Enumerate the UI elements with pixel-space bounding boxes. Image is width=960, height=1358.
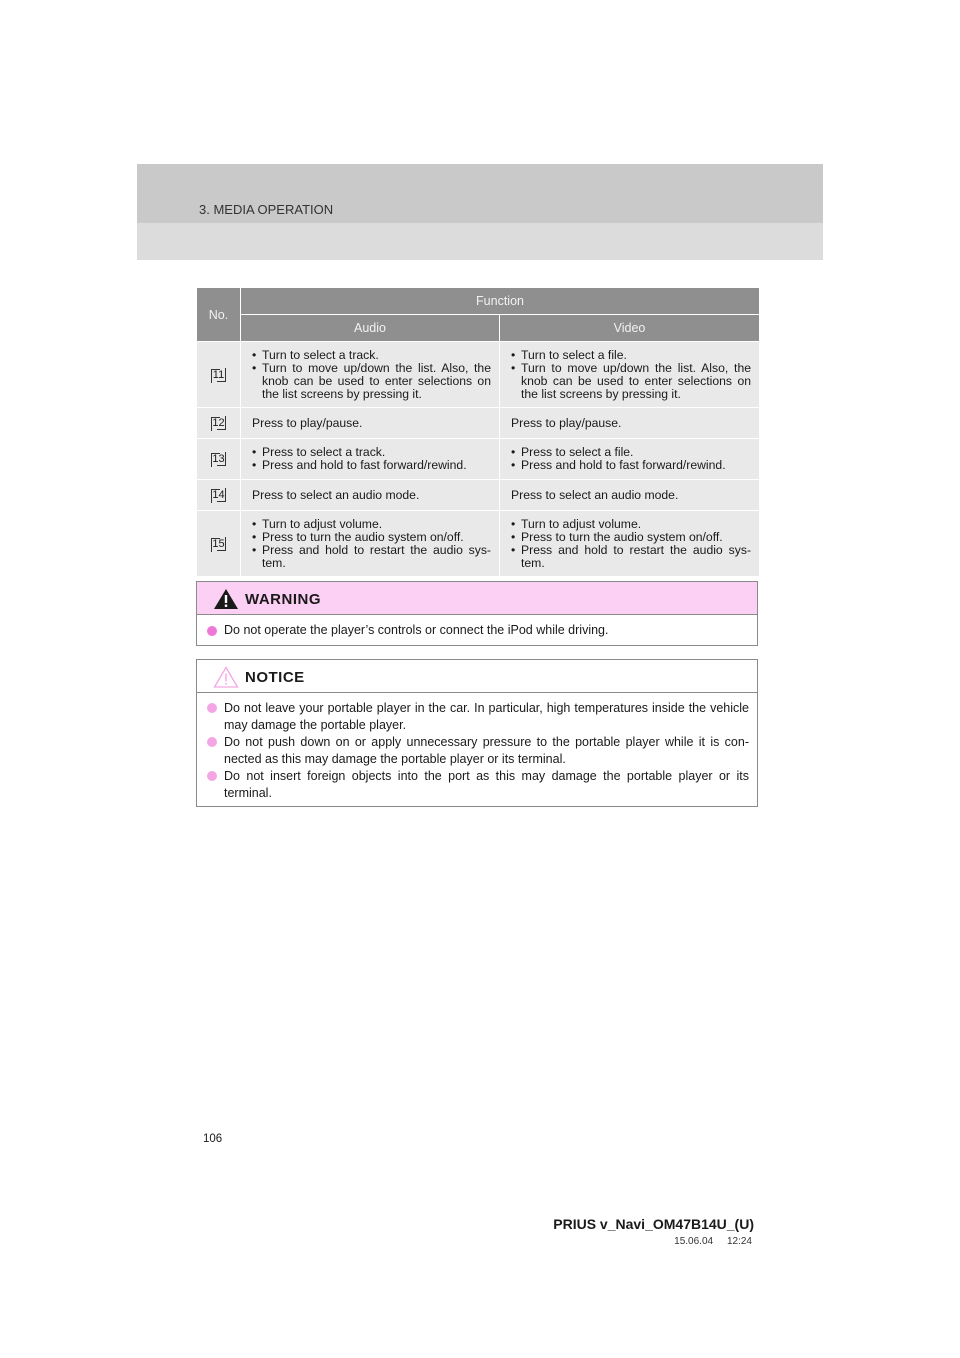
bullet-icon [207, 703, 217, 713]
table-row [197, 342, 760, 408]
notice-list [205, 700, 749, 802]
list-item [205, 734, 749, 767]
list-item: • Press to turn the audio system on/off. [511, 531, 751, 544]
col-header-audio: Audio [241, 315, 500, 342]
video-function-list [511, 446, 751, 472]
list-item: • Press and hold to fast forward/rewind. [511, 459, 751, 472]
audio-function-list [252, 349, 491, 401]
list-item [205, 700, 749, 733]
audio-function-list [252, 518, 491, 570]
col-header-no: No. [197, 288, 241, 342]
list-item: • Turn to select a track. [252, 349, 491, 362]
warning-header [197, 582, 757, 615]
row-number-badge: 14 [212, 489, 225, 501]
list-item: • Turn to adjust volume. [252, 518, 491, 531]
notice-text: Do not leave your portable player in the car. In particular, high temperatures inside the vehicle may damage the portable player. [224, 701, 749, 732]
list-item: • Press to select a file. [511, 446, 751, 459]
list-item [205, 768, 749, 801]
notice-header [197, 660, 757, 693]
function-table [196, 287, 760, 577]
notice-text: Do not push down on or apply unnecessary pressure to the portable player while it is con-nected as this may damage the portable player or its terminal. [224, 735, 749, 766]
list-item: • Press and hold to fast forward/rewind. [252, 459, 491, 472]
list-item: • Turn to move up/down the list. Also, the knob can be used to enter selections on the list screens by pressing it. [252, 362, 491, 401]
bullet-icon [207, 626, 217, 636]
notice-title: NOTICE [245, 669, 305, 686]
list-item: • Press to turn the audio system on/off. [252, 531, 491, 544]
header-top-strip [137, 164, 823, 223]
video-function-list [511, 518, 751, 570]
table-row [197, 480, 760, 511]
warning-triangle-icon [213, 588, 239, 610]
table-row [197, 408, 760, 439]
page-number: 106 [203, 1133, 223, 1145]
warning-list [205, 623, 749, 637]
video-function-list [511, 349, 751, 401]
list-item: • Turn to move up/down the list. Also, the knob can be used to enter selections on the list screens by pressing it. [511, 362, 751, 401]
list-item [205, 623, 749, 637]
list-item: • Press and hold to restart the audio sys-tem. [252, 544, 491, 570]
warning-title: WARNING [245, 591, 321, 608]
section-title: 3. MEDIA OPERATION [199, 202, 334, 217]
audio-function-text: Press to play/pause. [241, 408, 500, 439]
video-function-text: Press to play/pause. [500, 408, 760, 439]
bullet-icon [207, 737, 217, 747]
notice-text: Do not insert foreign objects into the port as this may damage the portable player or its terminal. [224, 769, 749, 800]
bullet-icon [207, 771, 217, 781]
document-id: PRIUS v_Navi_OM47B14U_(U) [553, 1216, 754, 1232]
row-number-badge: 12 [212, 417, 225, 429]
warning-box [196, 581, 758, 646]
document-date: 15.06.04 12:24 [674, 1236, 752, 1247]
audio-function-list [252, 446, 491, 472]
notice-triangle-icon [213, 666, 239, 688]
col-header-function: Function [241, 288, 760, 315]
list-item: • Press to select a track. [252, 446, 491, 459]
list-item: • Turn to select a file. [511, 349, 751, 362]
row-number-badge: 15 [212, 537, 225, 550]
header-band [137, 164, 823, 260]
col-header-video: Video [500, 315, 760, 342]
audio-function-text: Press to select an audio mode. [241, 480, 500, 511]
table-row [197, 511, 760, 577]
video-function-text: Press to select an audio mode. [500, 480, 760, 511]
list-item: • Turn to adjust volume. [511, 518, 751, 531]
row-number-badge: 11 [212, 368, 225, 381]
notice-box [196, 659, 758, 807]
list-item: • Press and hold to restart the audio sys-tem. [511, 544, 751, 570]
table-row [197, 439, 760, 480]
row-number-badge: 13 [212, 453, 225, 465]
warning-text: Do not operate the player’s controls or connect the iPod while driving. [224, 623, 609, 637]
